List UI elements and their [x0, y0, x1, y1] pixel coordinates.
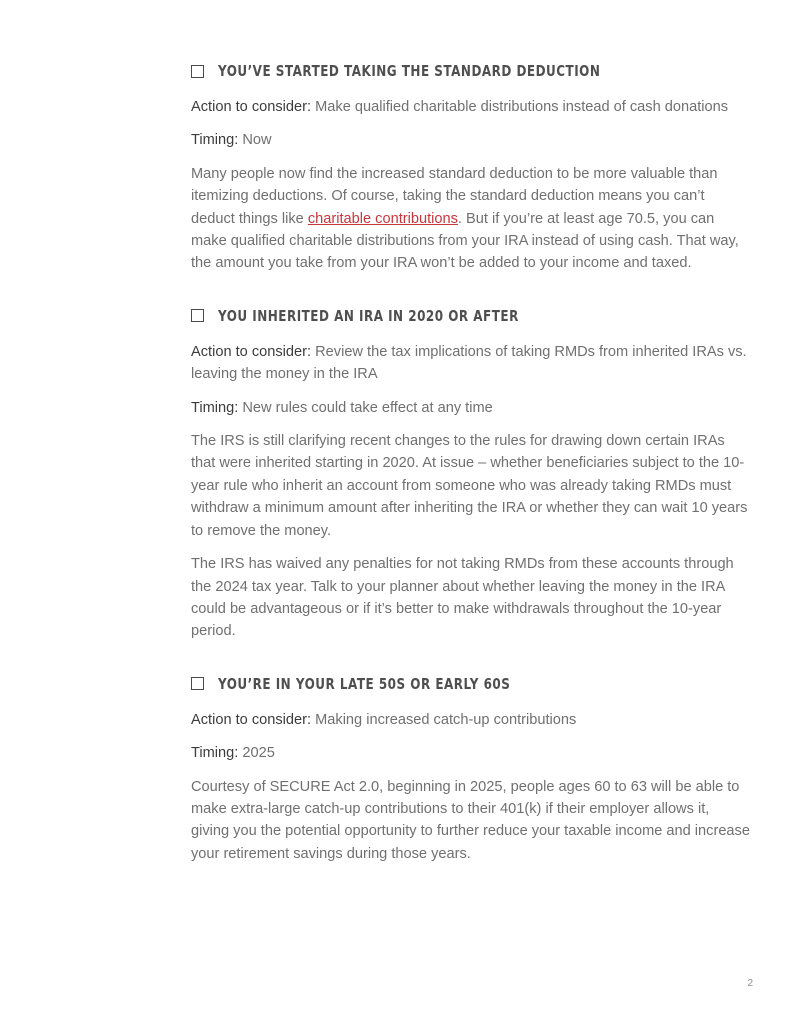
- body-paragraph: The IRS has waived any penalties for not taking RMDs from these accounts through the 2024 tax year. Talk to your planner about whether leaving the money in the IRA could be advantageous or if it’s better to make withdrawals throughout the 10-year period.: [191, 556, 734, 640]
- section-title: YOU’RE IN YOUR LATE 50S OR EARLY 60S: [218, 674, 511, 693]
- action-label: Action to consider:: [191, 711, 312, 728]
- action-line: [191, 709, 751, 731]
- timing-text: 2025: [242, 745, 275, 762]
- paragraph-text-after-link: . But if you’re at least age 70.5, you can make qualified charitable distributions from your IRA instead of using cash. That way, the amount you take from your IRA won’t be added to your income and taxed.: [191, 210, 739, 272]
- timing-line: [191, 742, 751, 764]
- timing-line: [191, 129, 751, 151]
- timing-label: Timing:: [191, 745, 239, 762]
- body-paragraph: [191, 163, 751, 275]
- page-content: [191, 58, 751, 893]
- action-label: Action to consider:: [191, 343, 312, 360]
- timing-line: [191, 397, 751, 419]
- checkbox-icon[interactable]: [191, 65, 204, 78]
- section-inherited-ira: [191, 303, 751, 643]
- timing-label: Timing:: [191, 132, 239, 149]
- section-title: YOU INHERITED AN IRA IN 2020 OR AFTER: [218, 306, 519, 325]
- checkbox-icon[interactable]: [191, 309, 204, 322]
- charitable-contributions-link[interactable]: charitable contributions: [307, 210, 458, 227]
- timing-text: New rules could take effect at any time: [242, 399, 493, 416]
- timing-text: Now: [242, 132, 272, 149]
- paragraph-text-before-link: Many people now find the increased standard deduction to be more valuable than itemizing deductions. Of course, taking the standard deduction means you can’t deduct things like: [191, 165, 718, 227]
- action-line: [191, 96, 751, 118]
- body-paragraph: The IRS is still clarifying recent changes to the rules for drawing down certain IRAs that were inherited starting in 2020. At issue – whether beneficiaries subject to the 10-year rule who inherit an account from someone who was already taking RMDs must withdraw a minimum amount after inheriting the IRA or whether they can wait 10 years to remove the money.: [191, 433, 748, 539]
- action-label: Action to consider:: [191, 99, 312, 115]
- timing-label: Timing:: [191, 399, 239, 416]
- section-title: YOU’VE STARTED TAKING THE STANDARD DEDUCTION: [218, 62, 601, 80]
- action-text: Make qualified charitable distributions instead of cash donations: [315, 99, 729, 115]
- checkbox-icon[interactable]: [191, 677, 204, 690]
- page-number: 2: [747, 978, 753, 989]
- section-heading: [191, 58, 751, 84]
- section-late-50s-early-60s: [191, 671, 751, 865]
- section-heading: [191, 671, 751, 697]
- section-heading: [191, 303, 751, 329]
- body-paragraph: Courtesy of SECURE Act 2.0, beginning in 2025, people ages 60 to 63 will be able to make extra-large catch-up contributions to their 401(k) if their employer allows it, giving you the potential opportunity to further reduce your taxable income and increase your retirement savings during those years.: [191, 778, 750, 862]
- action-line: [191, 341, 751, 386]
- section-standard-deduction: [191, 58, 751, 275]
- action-text: Review the tax implications of taking RMDs from inherited IRAs vs. leaving the money in the IRA: [191, 343, 747, 383]
- action-text: Making increased catch-up contributions: [315, 711, 577, 728]
